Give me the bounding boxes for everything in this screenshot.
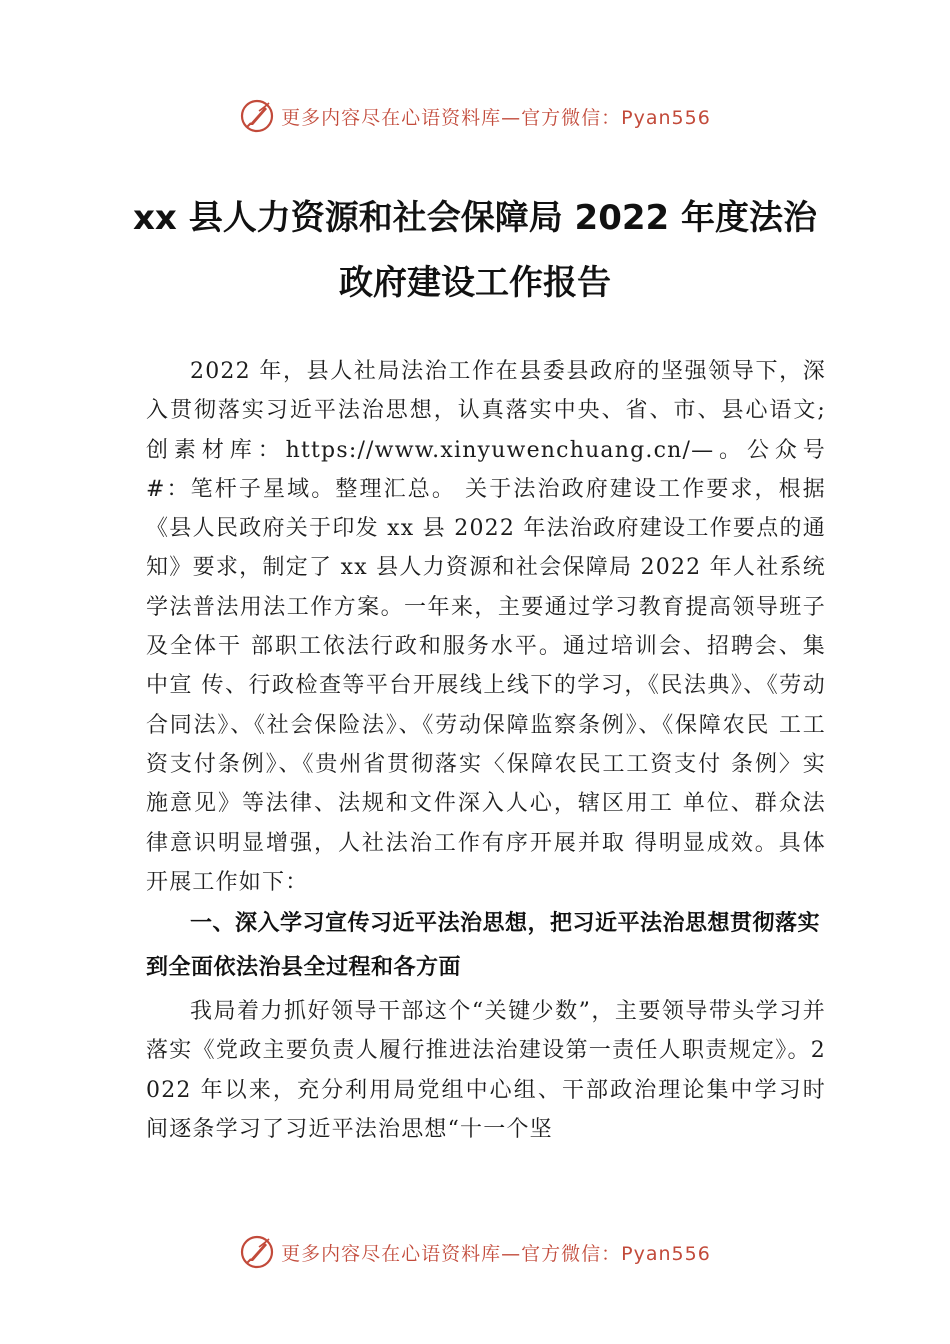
quill-pen-logo-icon: [239, 98, 275, 134]
document-title-line-2: 政府建设工作报告: [339, 263, 611, 303]
header-watermark-text: 更多内容尽在心语资料库—官方微信：Pyan556: [281, 106, 711, 129]
body-paragraph-section-1: 我局着力抓好领导干部这个“关键少数”，主要领导带头学习并落实《党政主要负责人履行推进法治建设第一责任人职责规定》。2022 年以来，充分利用局党组中心组、干部政治理论集中学习时间逐条学习了习近平法治思想“十一个坚: [146, 999, 826, 1143]
quill-pen-logo-icon: [239, 1234, 275, 1270]
footer-watermark-text: 更多内容尽在心语资料库—官方微信：Pyan556: [281, 1242, 711, 1265]
document-title-line-1: xx 县人力资源和社会保障局 2022 年度法治: [133, 198, 817, 238]
header-watermark-banner: [0, 94, 950, 138]
section-heading-1: 一、深入学习宣传习近平法治思想，把习近平法治思想贯彻落实到全面依法治县全过程和各方面: [146, 911, 821, 981]
body-paragraph-intro: 2022 年，县人社局法治工作在县委县政府的坚强领导下，深入贯彻落实习近平法治思想，认真落实中央、省、市、县心语文;创素材库：https://www.xinyuwenchuang.cn/—。公众号#：笔杆子星域。整理汇总。 关于法治政府建设工作要求，根据《县人民政府关于印发 xx 县 2022 年法治政府建设工作要点的通知》要求，制定了 xx 县人力资源和社会保障局 2022 年人社系统学法普法用法工作方案。一年来，主要通过学习教育提高领导班子及全体干 部职工依法行政和服务水平。通过培训会、招聘会、集中宣 传、行政检查等平台开展线上线下的学习，《民法典》、《劳动 合同法》、《社会保险法》、《劳动保障监察条例》、《保障农民 工工资支付条例》、《贵州省贯彻落实〈保障农民工工资支付 条例〉实施意见》等法律、法规和文件深入人心，辖区用工 单位、群众法律意识明显增强，人社法治工作有序开展并取 得明显成效。具体开展工作如下：: [146, 359, 826, 895]
footer-watermark-banner: [0, 1230, 950, 1274]
document-body: [146, 352, 826, 1149]
